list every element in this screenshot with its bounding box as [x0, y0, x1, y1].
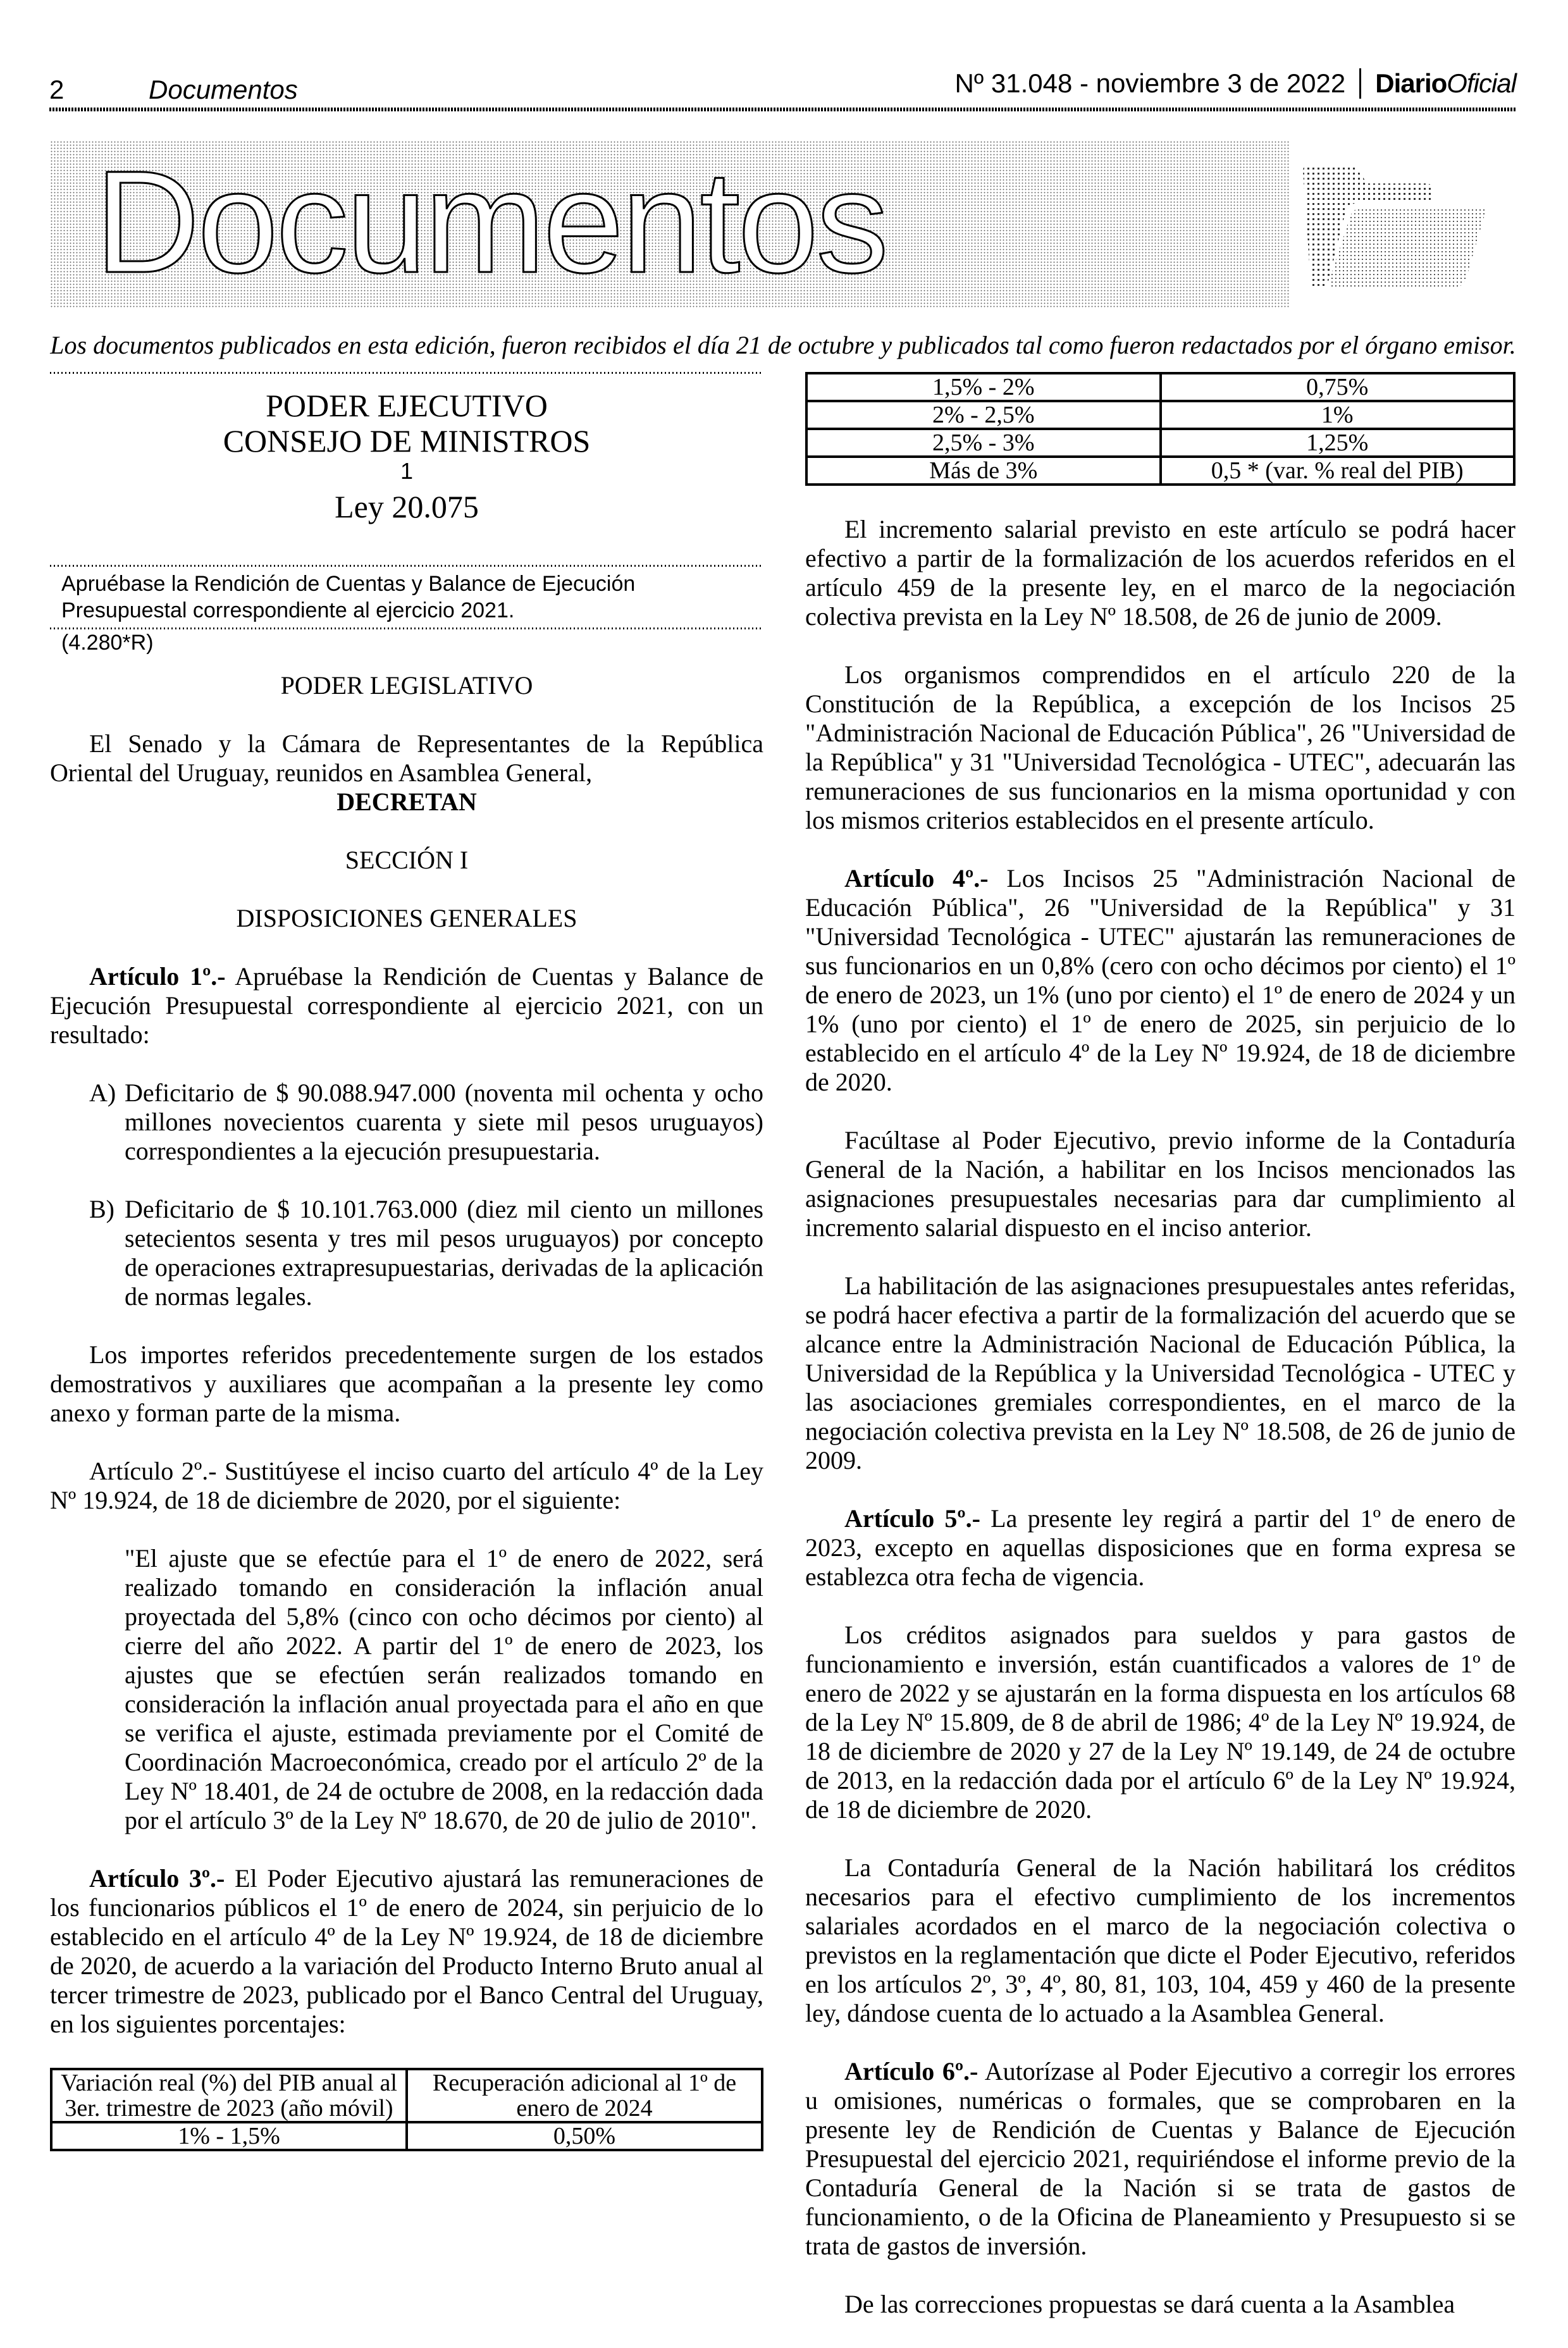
article-5-label: Artículo 5º.-: [844, 1504, 980, 1533]
decree-word: [50, 788, 763, 817]
list-item-text: Deficitario de $ 10.101.763.000 (diez mil ciento un millones setecientos sesenta y tres mil pesos uruguayos) por concepto de operaciones extrapresupuestarias, derivadas de la aplicación de normas legales.: [125, 1195, 763, 1311]
article-6: [805, 2057, 1516, 2261]
reference-code: (4.280*R): [61, 631, 154, 655]
document-number: 1: [400, 458, 414, 484]
table-cell: 0,50%: [407, 2122, 762, 2150]
list-item-label: A): [89, 1078, 116, 1107]
article-3-text: El Poder Ejecutivo ajustará las remuneraciones de los funcionarios públicos el 1º de enero de 2024, sin perjuicio de lo establecido en el artículo 4º de la Ley Nº 19.924, de 18 de diciembre de 2020, de acuerdo a la variación del Producto Interno Bruto anual al tercer trimestre de 2023, publicado por el Banco Central del Uruguay, en los siguientes porcentajes:: [50, 1864, 763, 2038]
page-number: 2: [49, 75, 65, 104]
table-header-cell: Variación real (%) del PIB anual al 3er. trimestre de 2023 (año móvil): [51, 2069, 407, 2122]
issue-info: [955, 68, 1516, 99]
legislative-heading: PODER LEGISLATIVO: [280, 671, 533, 700]
table-header-row: [51, 2069, 762, 2122]
preamble: El Senado y la Cámara de Representantes de la República Oriental del Uruguay, reunidos en Asamblea General,: [50, 729, 763, 787]
table-cell: 0,5 * (var. % real del PIB): [1161, 457, 1515, 485]
article-4-text: Los Incisos 25 "Administración Nacional de Educación Pública", 26 "Universidad de la República" y 31 "Universidad Tecnológica - UTEC" ajustarán las remuneraciones de sus funcionarios en un 0,8% (cero con ocho décimos por ciento) el 1º de enero de 2023, un 1% (uno por ciento) el 1º de enero de 2024 y un 1% (uno por ciento) el 1º de enero de 2025, sin perjuicio de lo establecido en el artículo 4º de la Ley Nº 19.924, de 18 de diciembre de 2020.: [805, 864, 1516, 1096]
article-6-label: Artículo 6º.-: [844, 2057, 978, 2085]
section-subheading: DISPOSICIONES GENERALES: [236, 904, 577, 932]
list-item: [89, 1195, 763, 1311]
issue-number-date: Nº 31.048 - noviembre 3 de 2022: [954, 68, 1346, 98]
article-2-quote: "El ajuste que se efectúe para el 1º de enero de 2022, será realizado tomando en consideración la inflación anual proyectada del 5,8% (cinco con ocho décimos por ciento) al cierre del año 2022. A partir del 1º de enero de 2023, los ajustes que se efectúen serán realizados tomando en consideración la inflación anual proyectada para el año en que se verifica el ajuste, estimada previamente por el Comité de Coordinación Macroeconómica, creado por el artículo 2º de la Ley Nº 18.401, de 24 de octubre de 2008, en la redacción dada por el artículo 3º de la Ley Nº 18.670, de 20 de julio de 2010".: [125, 1544, 763, 1834]
table-row: [806, 401, 1514, 429]
header-rule: [49, 108, 1516, 111]
article-1-closing: Los importes referidos precedentemente surgen de los estados demostrativos y auxiliares que acompañan a la presente ley como anexo y forman parte de la misma.: [50, 1340, 763, 1427]
list-item-label: B): [89, 1195, 114, 1223]
article-4: [805, 864, 1516, 1097]
table-cell: Más de 3%: [806, 457, 1161, 485]
article-6-para-1: De las correcciones propuestas se dará cuenta a la Asamblea: [844, 2290, 1455, 2318]
article-4-para-1: Facúltase al Poder Ejecutivo, previo informe de la Contaduría General de la Nación, a habilitar en los Incisos mencionados las asignaciones presupuestales necesarias para dar cumplimiento al incremento salarial dispuesto en el inciso anterior.: [805, 1126, 1516, 1242]
article-3: [50, 1864, 763, 2039]
article-5-para-2: La Contaduría General de la Nación habilitará los créditos necesarios para el efectivo cumplimiento de los incrementos salariales acordados en el marco de la negociación colectiva o previstos en la reglamentación que dicte el Poder Ejecutivo, referidos en los artículos 2º, 3º, 4º, 80, 81, 103, 104, 459 y 460 de la presente ley, dándose cuenta de lo actuado a la Asamblea General.: [805, 1853, 1516, 2027]
left-column: [50, 372, 763, 2151]
article-2: Artículo 2º.- Sustitúyese el inciso cuarto del artículo 4º de la Ley Nº 19.924, de 18 de diciembre de 2020, por el siguiente:: [50, 1457, 763, 1514]
list-item: [89, 1078, 763, 1166]
right-column: [805, 372, 1516, 2348]
law-summary: Apruébase la Rendición de Cuentas y Balance de Ejecución Presupuestal correspondiente al ejercicio 2021.: [61, 572, 636, 622]
article-3-para-1: El incremento salarial previsto en este artículo se podrá hacer efectivo a partir de la formalización de los acuerdos referidos en el artículo 459 de la presente ley, en el marco de la negociación colectiva prevista en la Ley Nº 18.508, de 26 de junio de 2009.: [805, 515, 1516, 631]
table-header-cell: Recuperación adicional al 1º de enero de 2024: [407, 2069, 762, 2122]
article-4-para-2: La habilitación de las asignaciones presupuestales antes referidas, se podrá hacer efectiva a partir de la formalización del acuerdo que se alcance entre la Administración Nacional de Educación Pública, la Universidad de la República y la Universidad Tecnológica - UTEC y las asociaciones gremiales correspondientes, en el marco de la negociación colectiva prevista en la Ley Nº 18.508, de 26 de junio de 2009.: [805, 1271, 1516, 1474]
table-row: [806, 429, 1514, 457]
article-6-text: Autorízase al Poder Ejecutivo a corregir los errores u omisiones, numéricas o formales, que se comprobaren en la presente ley de Rendición de Cuentas y Balance de Ejecución Presupuestal del ejercicio 2021, requiriéndose el informe previo de la Contaduría General de la Nación si se trata de gastos de funcionamiento, o de la Oficina de Planeamiento y Presupuesto si se trata de gastos de inversión.: [805, 2057, 1516, 2260]
edition-notice: Los documentos publicados en esta edición, fueron recibidos el día 21 de octubre y publicados tal como fueron redactados por el órgano emisor.: [50, 331, 1516, 359]
article-3-label: Artículo 3º.-: [89, 1864, 225, 1893]
law-title: Ley 20.075: [335, 489, 479, 524]
decree-word-text: DECRETAN: [336, 788, 477, 816]
article-3-para-2: Los organismos comprendidos en el artículo 220 de la Constitución de la República, a excepción de los Incisos 25 "Administración Nacional de Educación Pública", 26 "Universidad de la República" y 31 "Universidad Tecnológica - UTEC", adecuarán las remuneraciones de sus funcionarios en la misma oportunidad y con los mismos criterios establecidos en el presente artículo.: [805, 660, 1516, 834]
table-cell: 1% - 1,5%: [51, 2122, 407, 2150]
table-row: [806, 373, 1514, 401]
article-5-text: La presente ley regirá a partir del 1º de enero de 2023, excepto en aquellas disposiciones que en forma expresa se establezca otra fecha de vigencia.: [805, 1504, 1516, 1591]
table-cell: 0,75%: [1161, 373, 1515, 401]
folder-open-icon: [1297, 152, 1499, 304]
section-heading: SECCIÓN I: [345, 846, 469, 874]
header-divider: [1359, 68, 1361, 99]
article-1-label: Artículo 1º.-: [89, 962, 226, 991]
running-section-title: Documentos: [149, 75, 298, 104]
gdp-recovery-table: [50, 2068, 763, 2151]
article-1: [50, 962, 763, 1049]
brand-diario: Diario: [1375, 68, 1447, 98]
table-cell: 1,5% - 2%: [806, 373, 1161, 401]
article-5-para-1: Los créditos asignados para sueldos y para gastos de funcionamiento e inversión, están cuantificados a valores de 1º de enero de 2022 y se ajustarán en la forma dispuesta en los artículos 68 de la Ley Nº 15.809, de 8 de abril de 1986; 4º de la Ley Nº 19.924, de 18 de diciembre de 2020 y 27 de la Ley Nº 19.149, de 24 de octubre de 2013, en la redacción dada por el artículo 6º de la Ley Nº 19.924, de 18 de diciembre de 2020.: [805, 1621, 1516, 1824]
banner-title: Documentos: [95, 140, 887, 303]
table-cell: 2,5% - 3%: [806, 429, 1161, 457]
brand-oficial: Oficial: [1447, 68, 1516, 98]
issuer-line-1: PODER EJECUTIVO: [266, 388, 548, 423]
table-row: [806, 457, 1514, 485]
table-row: [51, 2122, 762, 2150]
article-4-label: Artículo 4º.-: [844, 864, 989, 893]
gdp-recovery-table-continued: [805, 372, 1516, 486]
table-cell: 2% - 2,5%: [806, 401, 1161, 429]
article-1-text: Apruébase la Rendición de Cuentas y Balance de Ejecución Presupuestal correspondiente al ejercicio 2021, con un resultado:: [50, 962, 763, 1049]
list-item-text: Deficitario de $ 90.088.947.000 (noventa mil ochenta y ocho millones novecientos cuarenta y siete mil pesos uruguayos) correspondientes a la ejecución presupuestaria.: [125, 1078, 763, 1165]
issuer-line-2: CONSEJO DE MINISTROS: [223, 423, 591, 459]
table-cell: 1%: [1161, 401, 1515, 429]
table-cell: 1,25%: [1161, 429, 1515, 457]
article-5: [805, 1504, 1516, 1591]
